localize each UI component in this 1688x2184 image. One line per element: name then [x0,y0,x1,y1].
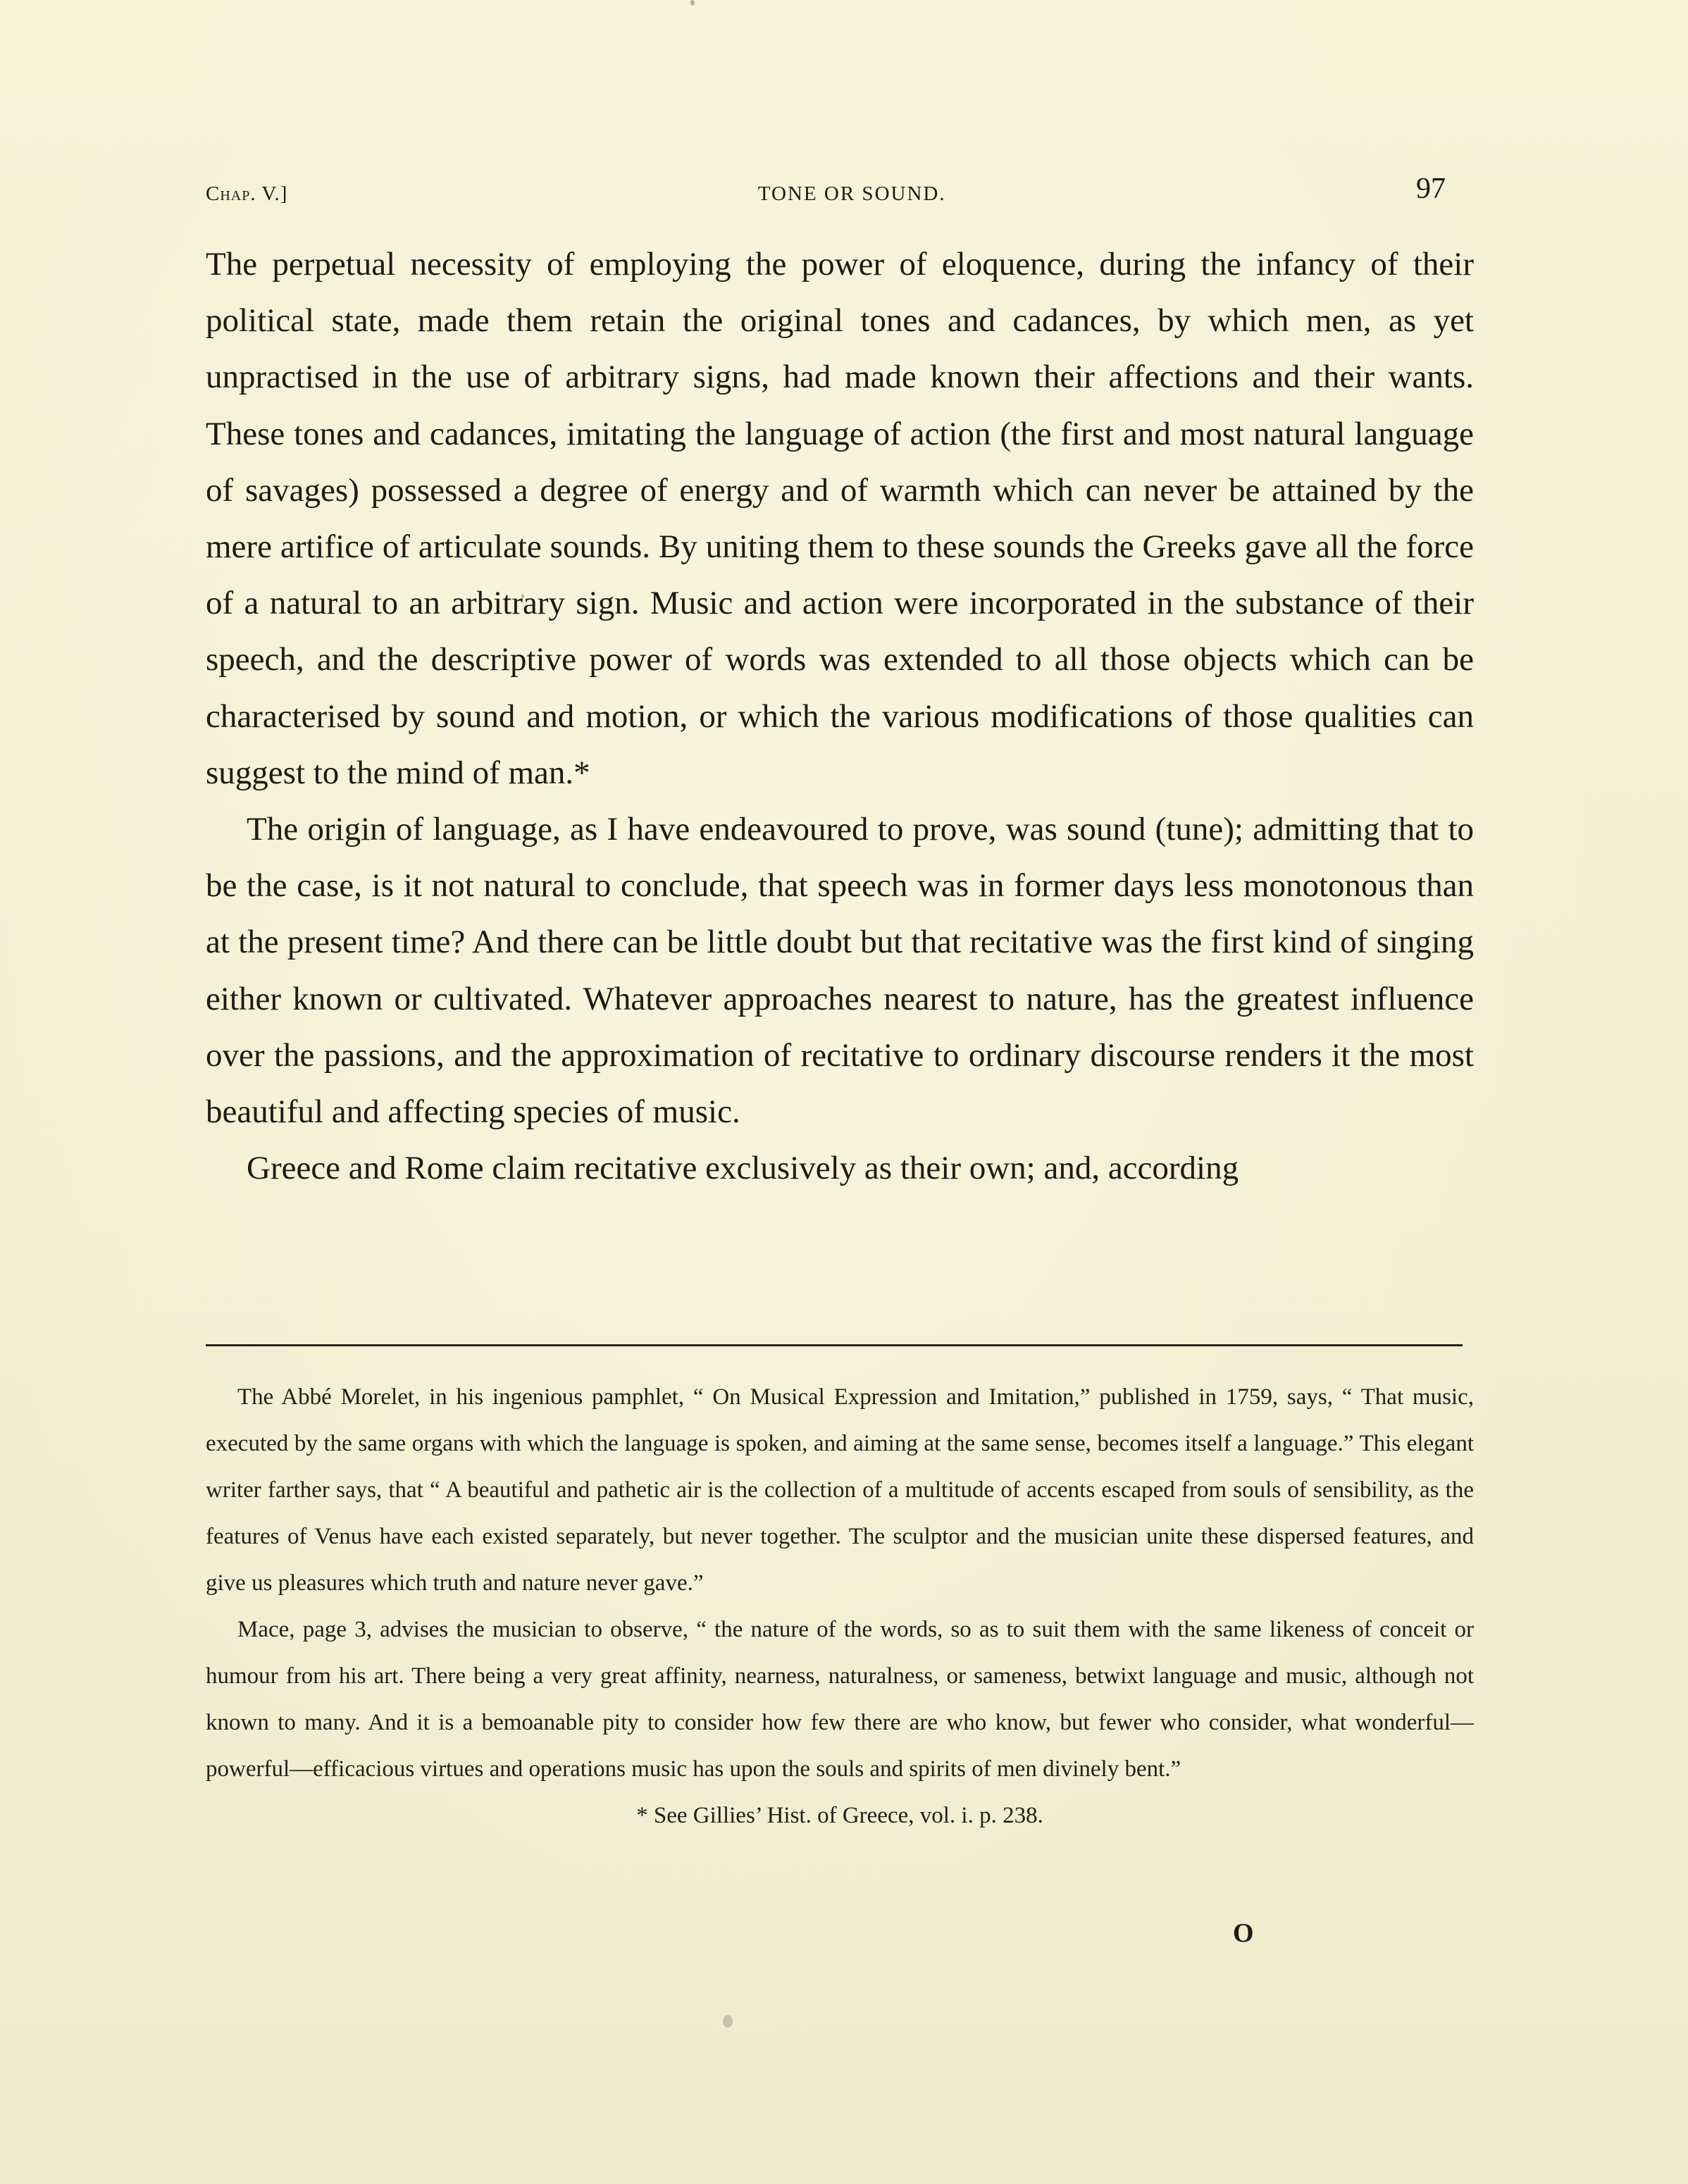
page-number: 97 [1416,173,1446,205]
body-paragraph: Greece and Rome claim recitative exclusively as their own; and, according [247,1150,1239,1187]
footnote-citation: * See Gillies’ Hist. of Greece, vol. i. p. 238. [636,1803,1043,1828]
running-title: TONE OR SOUND. [757,182,946,205]
signature-mark: O [1233,1918,1254,1948]
paper-speck [690,0,695,6]
footnote-paragraph: The Abbé Morelet, in his ingenious pamphlet, “ On Musical Expression and Imitation,” published in 1759, says, “ That music, executed by the same organs with which the language is spoken, and aiming at the same sense, becomes itself a language.” This elegant writer farther says, that “ A beautiful and pathetic air is the collection of a multitude of accents escaped from souls of sensibility, as the features of Venus have each existed separately, but never together. The sculptor and the musician unite these dispersed features, and give us pleasures which truth and nature never gave.” [206,1384,1474,1596]
main-text [206,236,1474,1196]
body-paragraph: The origin of language, as I have endeavoured to prove, was sound (tune); admitting that to be the case, is it not natural to conclude, that speech was in former days less monotonous than at the present time? And there can be little doubt but that recitative was the first kind of singing either known or cultivated. Whatever approaches nearest to nature, has the greatest influence over the passions, and the approximation of recitative to ordinary discourse renders it the most beautiful and affecting species of music. [206,811,1474,1131]
paper-speck [723,2015,733,2028]
footnote-divider [206,1344,1463,1346]
footnotes [206,1374,1474,1839]
body-paragraph: The perpetual necessity of employing the power of eloquence, during the infancy of their political state, made them retain the original tones and cadances, by which men, as yet unpractised in the use of arbitrary signs, had made known their affections and their wants. These tones and cadances, imitating the language of action (the first and most natural language of savages) possessed a degree of energy and of warmth which can never be attained by the mere artifice of articulate sounds. By uniting them to these sounds the Greeks gave all the force of a natural to an arbitrary sign. Music and action were incorporated in the substance of their speech, and the descriptive power of words was extended to all those objects which can be characterised by sound and motion, or which the various modifications of those qualities can suggest to the mind of man.* [206,246,1474,791]
chapter-label: Chap. V.] [206,182,288,205]
footnote-paragraph: Mace, page 3, advises the musician to observe, “ the nature of the words, so as to suit them with the same likeness of conceit or humour from his art. There being a very great affinity, nearness, naturalness, or sameness, betwixt language and music, although not known to many. And it is a bemoanable pity to consider how few there are who know, but fewer who consider, what wonderful—powerful—efficacious virtues and operations music has upon the souls and spirits of men divinely bent.” [206,1617,1474,1782]
running-head [206,163,1446,206]
